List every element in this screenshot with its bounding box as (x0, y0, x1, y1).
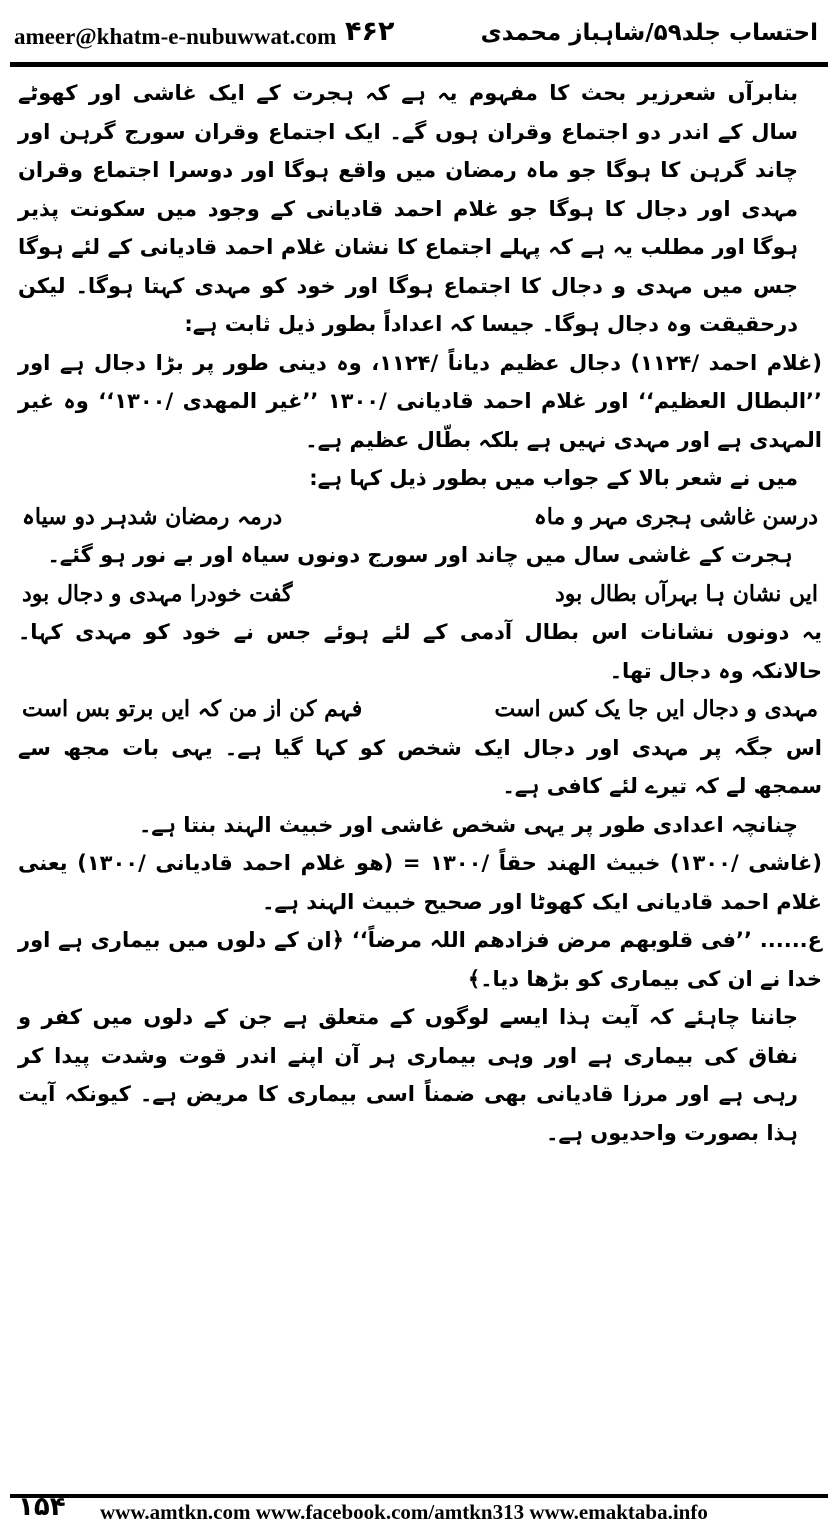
page-content (18, 74, 822, 1152)
page-footer (0, 1486, 840, 1540)
verse-1-second-half: درمہ رمضان شدہر دو سیاہ (22, 503, 283, 530)
verse-1-first-half: درسن غاشی ہجری مہر و ماہ (533, 503, 818, 530)
verse-2-translation: یہ دونوں نشانات اس بطال آدمی کے لئے ہوئے جس نے خود کو مہدی کہا۔ حالانکہ وہ دجال تھا۔ (18, 620, 822, 683)
verse-line-1 (18, 498, 822, 537)
footer-page-number: ۱۵۴ (18, 1492, 66, 1522)
page-header (0, 0, 840, 58)
calculation-2: (غاشی /۱۳۰۰) خبیث الھند حقاً /۱۳۰۰ = (ھو غلام احمد قادیانی /۱۳۰۰) یعنی غلام احمد قادیانی ایک کھوٹا اور صحیح خبیث الہند ہے۔ (18, 851, 822, 914)
paragraph-1: بنابرآں شعرزیر بحث کا مفہوم یہ ہے کہ ہجرت کے ایک غاشی اور کھوٹے سال کے اندر دو اجتماع وقران ہوں گے۔ ایک اجتماع وقران سورج گرہن اور چاند گرہن کا ہوگا جو ماہ رمضان میں واقع ہوگا اور دوسرا اجتماع وقران مہدی اور دجال کا ہوگا جو غلام احمد قادیانی کے وجود میں سکونت پذیر ہوگا اور مطلب یہ ہے کہ پہلے اجتماع کا نشان غلام احمد قادیانی کے لئے ہوگا جس میں مہدی و دجال کا اجتماع ہوگا اور خود کو مہدی کہتا ہوگا۔ لیکن درحقیقت وہ دجال ہوگا۔ جیسا کہ اعداداً بطور ذیل ثابت ہے: (18, 81, 799, 336)
verse-1-translation: ہجرت کے غاشی سال میں چاند اور سورج دونوں سیاہ اور بے نور ہو گئے۔ (47, 543, 793, 567)
verse-line-2 (18, 575, 822, 614)
verse-3-first-half: مہدی و دجال ایں جا یک کس است (494, 696, 818, 722)
header-rule (10, 62, 828, 67)
running-title: احتساب جلد۵۹/شاہباز محمدی (480, 20, 818, 46)
verse-3-second-half: فہم کن از من کہ ایں برتو بس است (22, 696, 363, 722)
footer-links: www.amtkn.com www.facebook.com/amtkn313 www.emaktaba.info (100, 1500, 708, 1524)
verse-line-3 (18, 690, 822, 729)
verse-3-translation: اس جگہ پر مہدی اور دجال ایک شخص کو کہا گیا ہے۔ یہی بات مجھ سے سمجھ لے کہ تیرے لئے کافی ہے۔ (18, 735, 822, 798)
verse-2-second-half: گفت خودرا مہدی و دجال بود (22, 580, 293, 607)
paragraph-2: چنانچہ اعدادی طور پر یہی شخص غاشی اور خبیث الہند بنتا ہے۔ (139, 812, 798, 837)
verse-intro: میں نے شعر بالا کے جواب میں بطور ذیل کہا ہے: (309, 466, 798, 490)
quran-quote: ع...... ’’فی قلوبھم مرض فزادھم اللہ مرضاً‘‘ ﴿ان کے دلوں میں بیماری ہے اور خدا نے ان کی بیماری کو بڑھا دیا۔﴾ (18, 928, 822, 991)
email-address: ameer@khatm-e-nubuwwat.com (14, 24, 337, 49)
verse-2-first-half: ایں نشان ہا بہرآں بطال بود (554, 580, 818, 607)
calculation-1: (غلام احمد /۱۱۲۴) دجال عظیم دیاناً /۱۱۲۴، وہ دینی طور پر بڑا دجال ہے اور ’’البطال العظیم‘‘ اور غلام احمد قادیانی /۱۳۰۰ ’’غیر المھدی /۱۳۰۰‘‘ وہ غیر المہدی ہے اور مہدی نہیں ہے بلکہ بطّال عظیم ہے۔ (18, 350, 822, 452)
paragraph-3: جاننا چاہئے کہ آیت ہذا ایسے لوگوں کے متعلق ہے جن کے دلوں میں کفر و نفاق کی بیماری ہے اور وہی بیماری ہر آن اپنے اندر قوت وشدت پیدا کر رہی ہے اور مرزا قادیانی بھی ضمناً اسی بیماری کا مریض ہے۔ کیونکہ آیت ہذا بصورت واحدیوں ہے۔ (18, 1005, 798, 1145)
page-number: ۴۶۲ (345, 16, 395, 47)
